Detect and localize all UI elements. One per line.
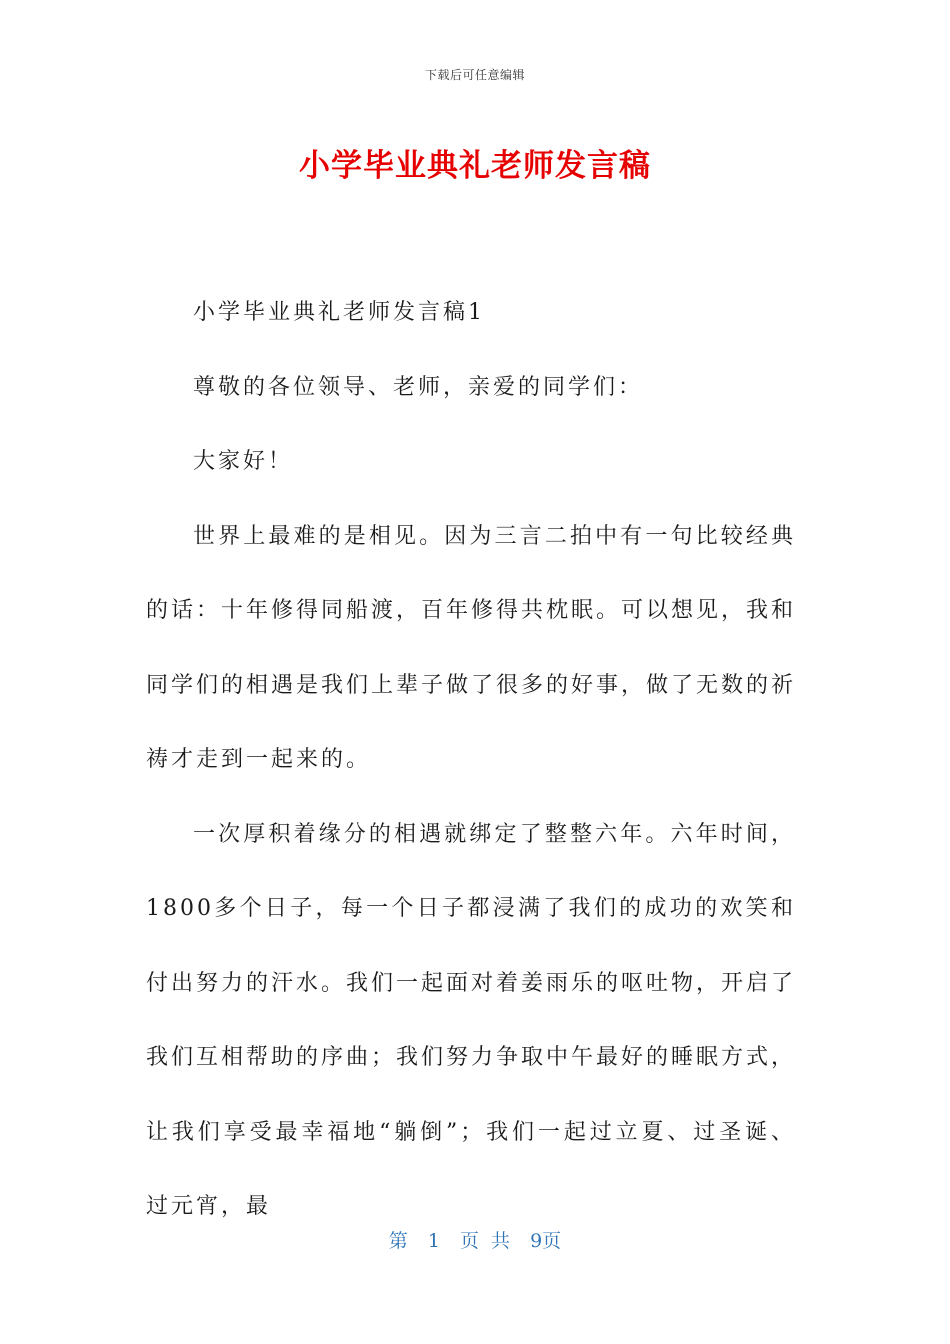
paragraph-heading: 小学毕业典礼老师发言稿1	[193, 300, 485, 325]
paragraph-body: 世界上最难的是相见。因为三言二拍中有一句比较经典的话：十年修得同船渡，百年修得共枕眠。可以想见，我和同学们的相遇是我们上辈子做了很多的好事，做了无数的祈祷才走到一起来的。	[146, 523, 797, 772]
header-note: 下载后可任意编辑	[424, 68, 525, 82]
document-body	[146, 276, 796, 1245]
footer-current-page: 1	[427, 1230, 440, 1252]
paragraph-salutation: 尊敬的各位领导、老师，亲爱的同学们：	[193, 374, 644, 400]
footer-mid: 页 共	[460, 1230, 511, 1252]
page-footer	[0, 1226, 950, 1253]
paragraph-body: 一次厚积着缘分的相遇就绑定了整整六年。六年时间，1800多个日子，每一个日子都浸满了我们的成功的欢笑和付出努力的汗水。我们一起面对着姜雨乐的呕吐物，开启了我们互相帮助的序曲；我们努力争取中午最好的睡眠方式，让我们享受最幸福地“躺倒”；我们一起过立夏、过圣诞、过元宵，最	[146, 821, 797, 1219]
footer-total-pages: 9页	[530, 1230, 562, 1252]
paragraph-greeting: 大家好！	[193, 449, 294, 474]
footer-prefix: 第	[388, 1230, 408, 1252]
document-title: 小学毕业典礼老师发言稿	[299, 148, 651, 184]
